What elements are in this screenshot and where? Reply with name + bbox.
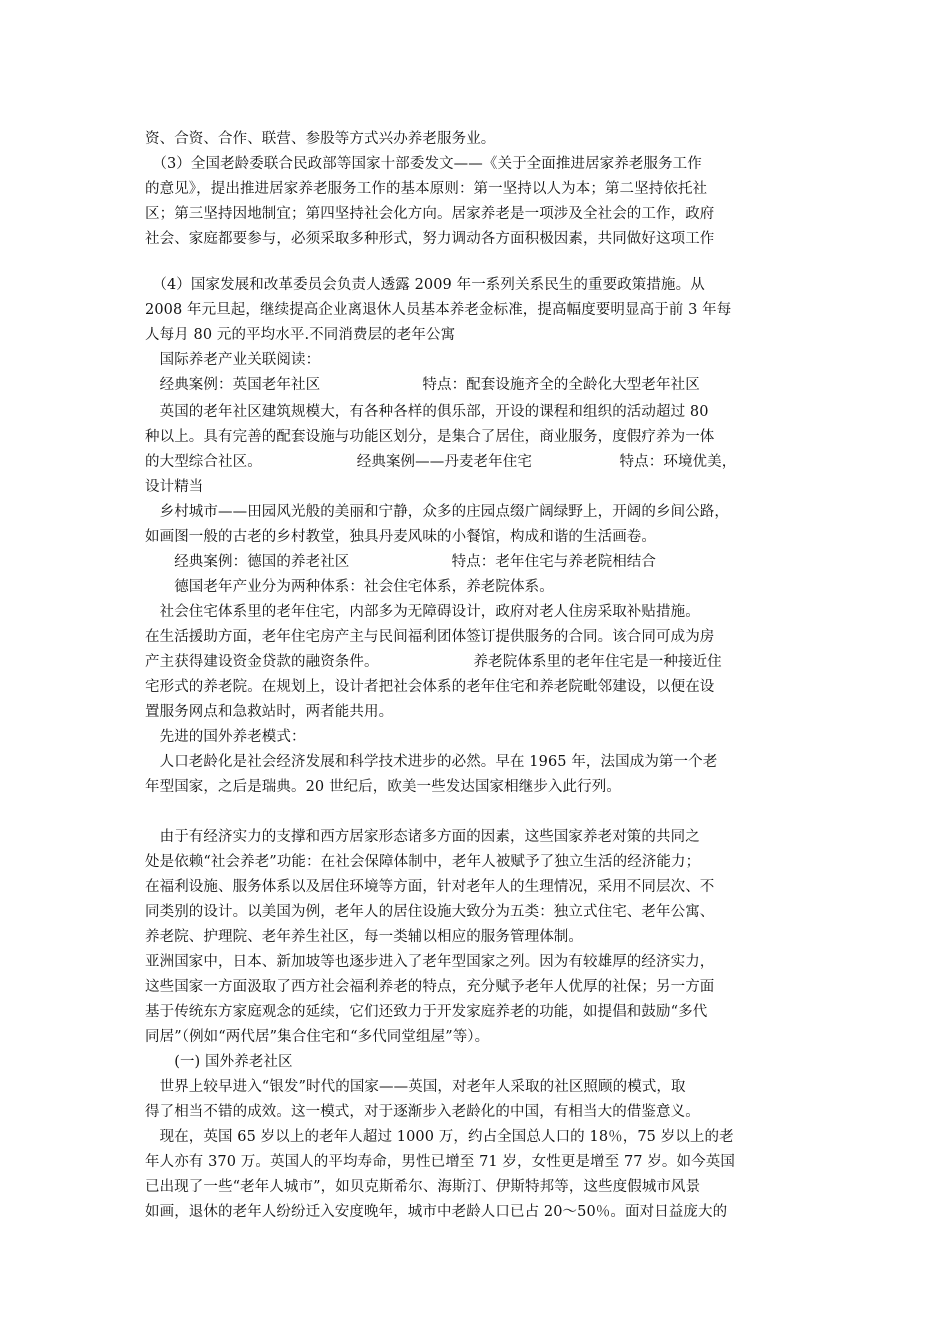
text-line: 的意见》，提出推进居家养老服务工作的基本原则：第一坚持以人为本；第二坚持依托社 [145, 181, 708, 197]
text-line: 种以上。具有完善的配套设施与功能区划分，是集合了居住，商业服务，度假疗养为一体 [145, 429, 715, 445]
section-heading: 先进的国外养老模式： [145, 729, 306, 745]
text-line: 社会住宅体系里的老年住宅，内部多为无障碍设计，政府对老人住房采取补贴措施。 [145, 604, 700, 620]
text-line: 世界上较早进入“银发”时代的国家——英国，对老年人采取的社区照顾的模式，取 [145, 1079, 686, 1095]
text-line: （4）国家发展和改革委员会负责人透露 2009 年一系列关系民生的重要政策措施。从 [145, 277, 705, 293]
section-heading: 国际养老产业关联阅读： [145, 352, 321, 368]
text-line: 区；第三坚持因地制宜；第四坚持社会化方向。居家养老是一项涉及全社会的工作，政府 [145, 206, 715, 222]
text-line: 乡村城市——田园风光般的美丽和宁静，众多的庄园点缀广阔绿野上，开阔的乡间公路， [145, 504, 729, 520]
text-line: 经典案例：德国的养老社区 特点：老年住宅与养老院相结合 [145, 554, 656, 570]
text-line: 同类别的设计。以美国为例，老年人的居住设施大致分为五类：独立式住宅、老年公寓、 [145, 904, 715, 920]
text-line: 年型国家，之后是瑞典。20 世纪后，欧美一些发达国家相继步入此行列。 [145, 779, 621, 795]
text-line: （3）全国老龄委联合民政部等国家十部委发文——《关于全面推进居家养老服务工作 [145, 156, 702, 172]
text-line: 在福利设施、服务体系以及居住环境等方面，针对老年人的生理情况，采用不同层次、不 [145, 879, 715, 895]
text-line: 产主获得建设资金贷款的融资条件。 养老院体系里的老年住宅是一种接近住 [145, 654, 722, 670]
text-line: 人每月 80 元的平均水平.不同消费层的老年公寓 [145, 327, 456, 343]
text-line: 由于有经济实力的支撑和西方居家形态诸多方面的因素，这些国家养老对策的共同之 [145, 829, 700, 845]
text-line: 设计精当 [145, 479, 204, 495]
text-line: 已出现了一些“老年人城市”，如贝克斯希尔、海斯汀、伊斯特邦等，这些度假城市风景 [145, 1179, 701, 1195]
text-line: 社会、家庭都要参与，必须采取多种形式，努力调动各方面积极因素，共同做好这项工作 [145, 231, 715, 247]
section-heading: (一) 国外养老社区 [145, 1054, 293, 1070]
text-line: 经典案例：英国老年社区 特点：配套设施齐全的全龄化大型老年社区 [145, 377, 700, 393]
text-line: 英国的老年社区建筑规模大，有各种各样的俱乐部，开设的课程和组织的活动超过 80 [145, 404, 709, 420]
text-line: 年人亦有 370 万。英国人的平均寿命，男性已增至 71 岁，女性更是增至 77 岁。如今英国 [145, 1154, 735, 1170]
text-line: 这些国家一方面汲取了西方社会福利养老的特点，充分赋予老年人优厚的社保；另一方面 [145, 979, 715, 995]
text-line: 亚洲国家中，日本、新加坡等也逐步进入了老年型国家之列。因为有较雄厚的经济实力， [145, 954, 715, 970]
text-line: 养老院、护理院、老年养生社区，每一类辅以相应的服务管理体制。 [145, 929, 583, 945]
text-line: 基于传统东方家庭观念的延续，它们还致力于开发家庭养老的功能，如提倡和鼓励“多代 [145, 1004, 708, 1020]
text-line: 资、合资、合作、联营、参股等方式兴办养老服务业。 [145, 131, 496, 147]
text-line: 德国老年产业分为两种体系：社会住宅体系，养老院体系。 [145, 579, 554, 595]
text-line: 得了相当不错的成效。这一模式，对于逐渐步入老龄化的中国，有相当大的借鉴意义。 [145, 1104, 700, 1120]
text-line: 2008 年元旦起，继续提高企业离退休人员基本养老金标准，提高幅度要明显高于前 3 年每 [145, 302, 732, 318]
text-line: 置服务网点和急救站时，两者能共用。 [145, 704, 394, 720]
text-line: 人口老龄化是社会经济发展和科学技术进步的必然。早在 1965 年，法国成为第一个老 [145, 754, 718, 770]
text-line: 同居”（例如“两代居”集合住宅和“多代同堂组屋”等）。 [145, 1029, 490, 1045]
text-line: 在生活援助方面，老年住宅房产主与民间福利团体签订提供服务的合同。该合同可成为房 [145, 629, 715, 645]
text-line: 如画，退休的老年人纷纷迁入安度晚年，城市中老龄人口已占 20～50％。面对日益庞大的 [145, 1204, 728, 1220]
text-line: 处是依赖“社会养老”功能：在社会保障体制中，老年人被赋予了独立生活的经济能力； [145, 854, 701, 870]
text-line: 如画图一般的古老的乡村教堂，独具丹麦风味的小餐馆，构成和谐的生活画卷。 [145, 529, 656, 545]
text-line: 现在，英国 65 岁以上的老年人超过 1000 万，约占全国总人口的 18％，75 岁以上的老 [145, 1129, 734, 1145]
text-line: 宅形式的养老院。在规划上，设计者把社会体系的老年住宅和养老院毗邻建设，以便在设 [145, 679, 715, 695]
text-line: 的大型综合社区。 经典案例——丹麦老年住宅 特点：环境优美， [145, 454, 737, 470]
